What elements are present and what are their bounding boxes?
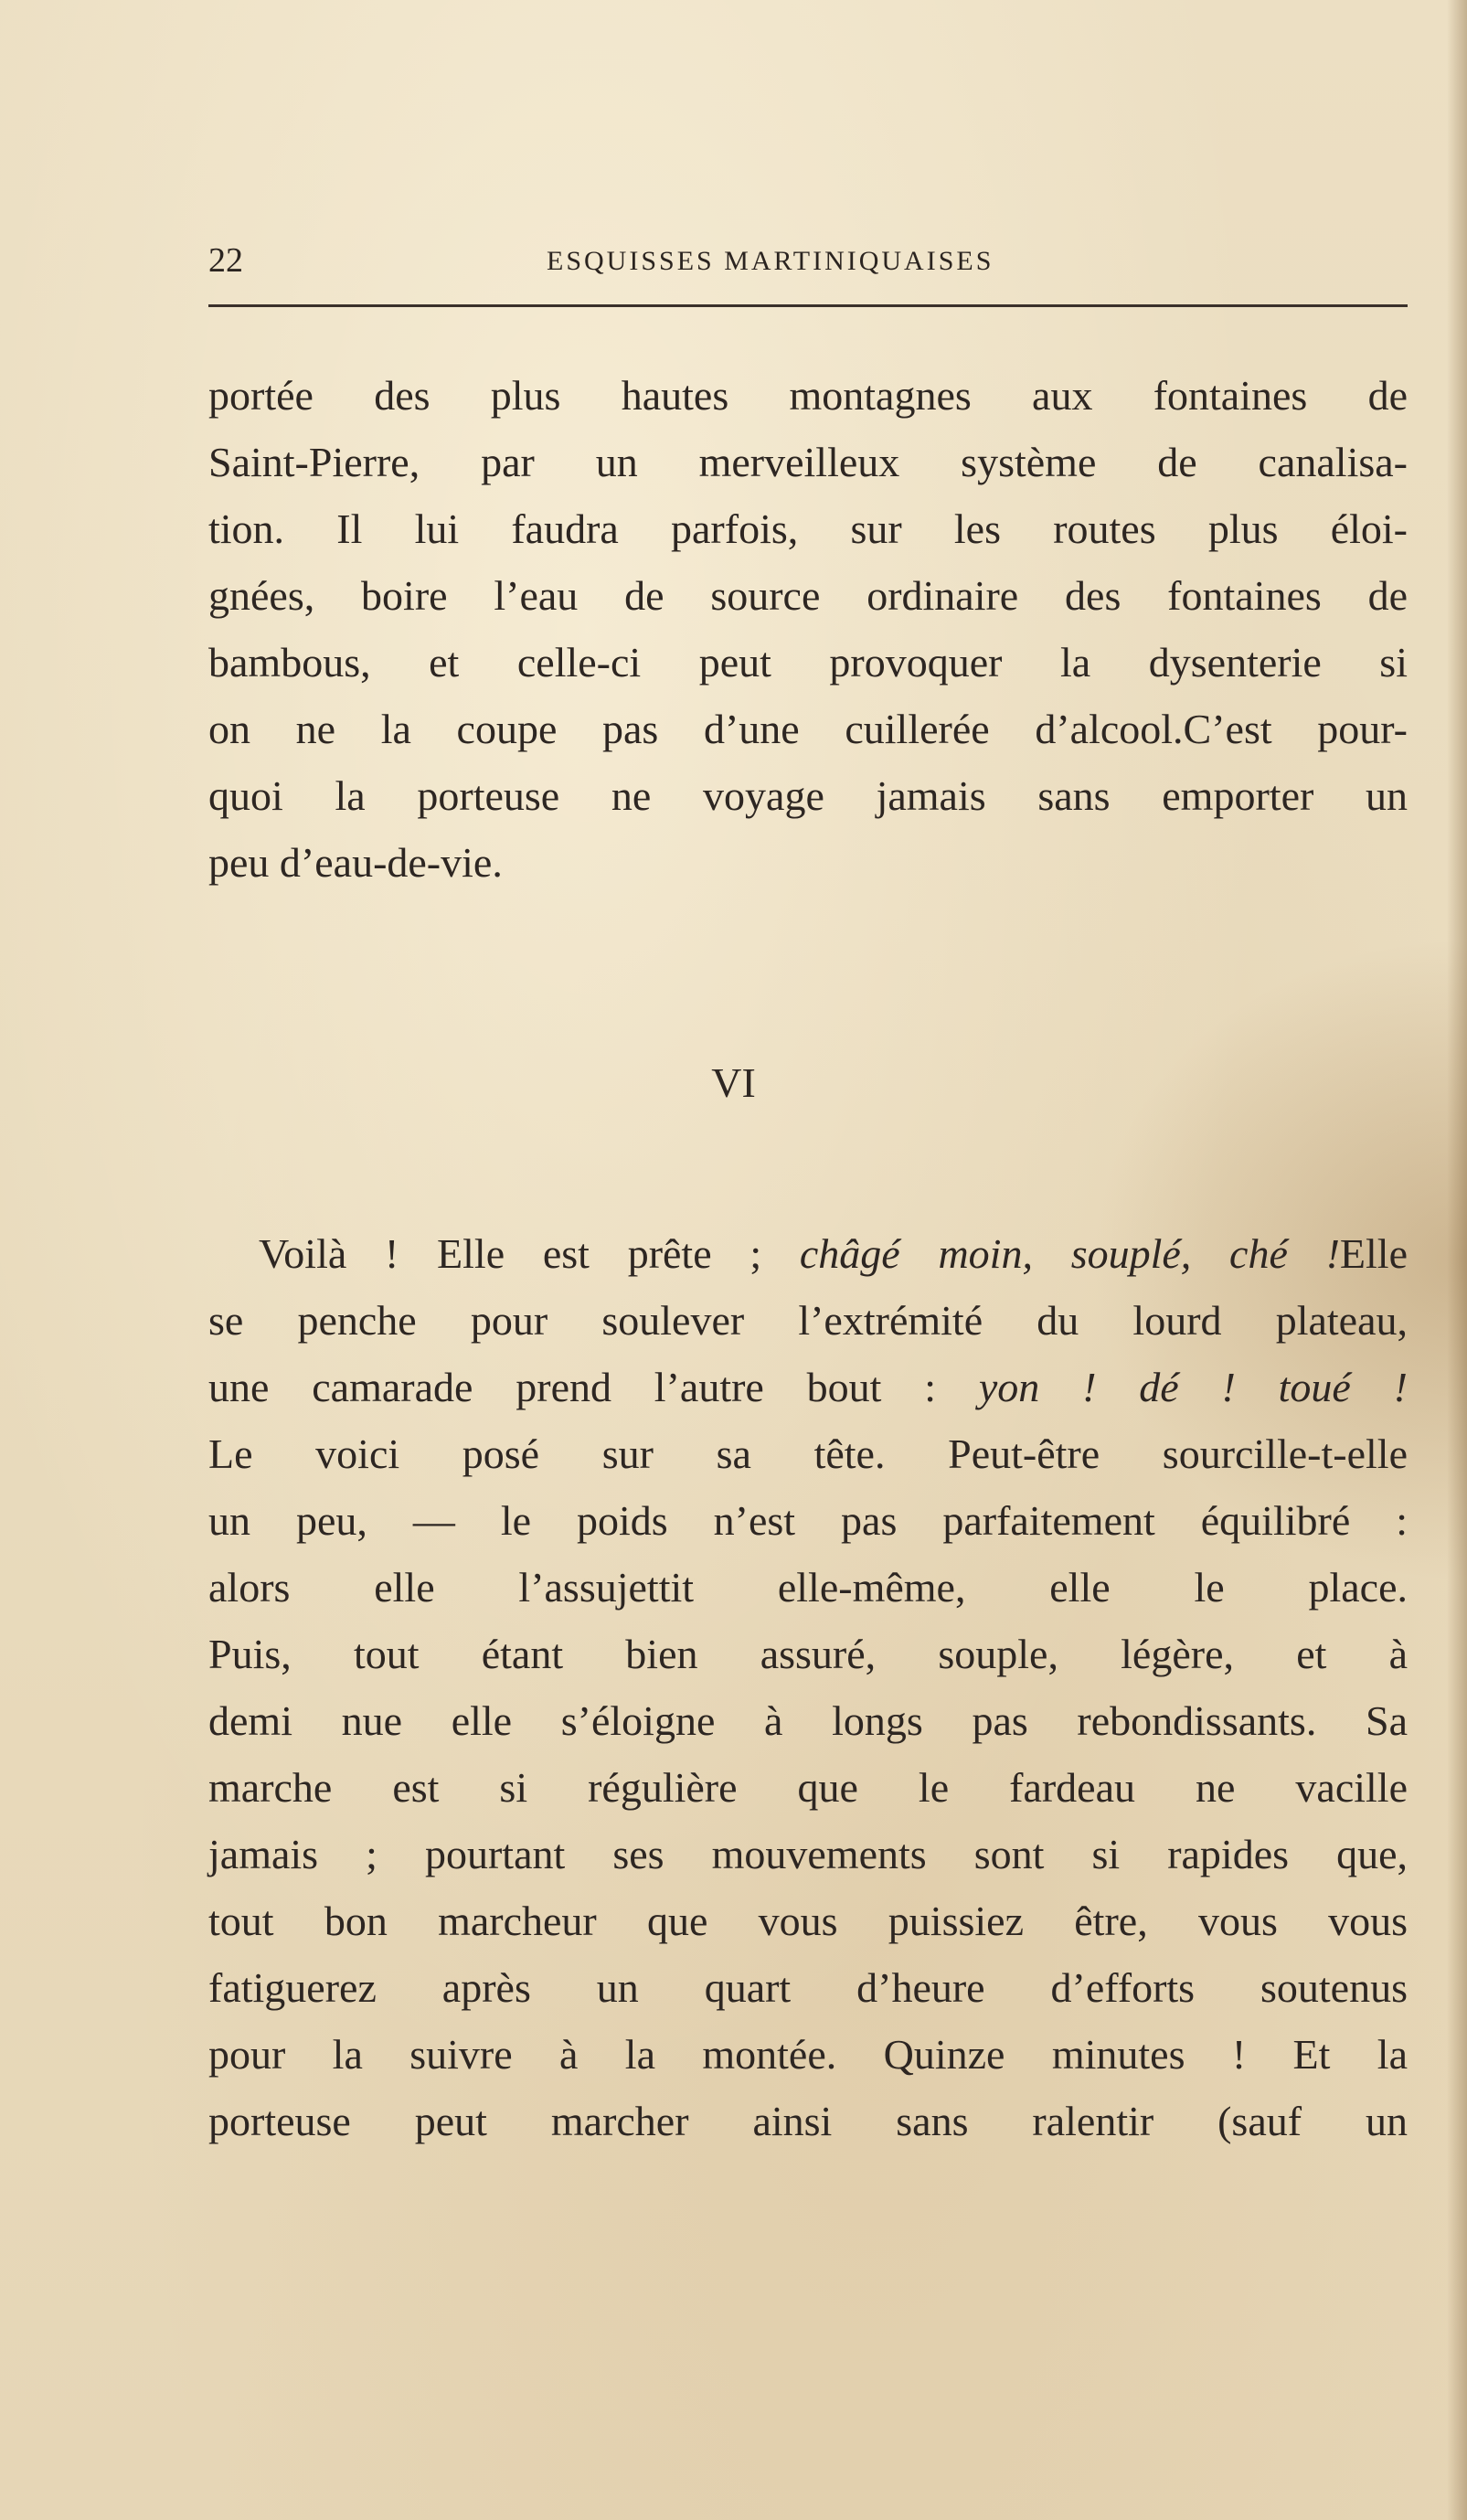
text-line: Le voici posé sur sa tête. Peut-être sourcille-t-elle bbox=[208, 1430, 1408, 1477]
creole-italic-phrase: yon ! dé ! toué ! bbox=[978, 1364, 1408, 1410]
text-line: porteuse peut marcher ainsi sans ralentir (sauf un bbox=[208, 2098, 1408, 2144]
page-header bbox=[208, 239, 1408, 282]
text-line: tout bon marcheur que vous puissiez être, vous vous bbox=[208, 1898, 1408, 1944]
text-line: se penche pour soulever l’extrémité du lourd plateau, bbox=[208, 1297, 1408, 1344]
paragraph-1 bbox=[208, 362, 1408, 896]
paragraph-2 bbox=[208, 1220, 1408, 2154]
text-line: gnées, boire l’eau de source ordinaire des fontaines de bbox=[208, 572, 1408, 619]
text-line: marche est si régulière que le fardeau ne vacille bbox=[208, 1764, 1408, 1811]
text-line: pour la suivre à la montée. Quinze minutes ! Et la bbox=[208, 2031, 1408, 2078]
text-line: tion. Il lui faudra parfois, sur les routes plus éloi- bbox=[208, 505, 1408, 552]
text-line: peu d’eau-de-vie. bbox=[208, 839, 503, 886]
text-line: jamais ; pourtant ses mouvements sont si rapides que, bbox=[208, 1831, 1408, 1877]
header-rule bbox=[208, 304, 1408, 307]
text-line: Saint-Pierre, par un merveilleux système de canalisa- bbox=[208, 439, 1408, 485]
text-line: demi nue elle s’éloigne à longs pas rebondissants. Sa bbox=[208, 1697, 1408, 1744]
text-run: une camarade prend l’autre bout : bbox=[208, 1364, 979, 1410]
text-line: fatiguerez après un quart d’heure d’efforts soutenus bbox=[208, 1964, 1408, 2011]
creole-italic-phrase: châgé moin, souplé, ché ! bbox=[799, 1230, 1340, 1277]
page-number: 22 bbox=[208, 241, 243, 280]
text-line: portée des plus hautes montagnes aux fontaines de bbox=[208, 372, 1408, 419]
text-line: quoi la porteuse ne voyage jamais sans emporter un bbox=[208, 772, 1408, 819]
text-line: on ne la coupe pas d’une cuillerée d’alcool.C’est pour- bbox=[208, 706, 1408, 752]
text-line bbox=[208, 1220, 1408, 1287]
running-title: ESQUISSES MARTINIQUAISES bbox=[547, 246, 994, 276]
text-run: Voilà ! Elle est prête ; bbox=[259, 1230, 800, 1277]
text-line: bambous, et celle-ci peut provoquer la dysenterie si bbox=[208, 639, 1408, 686]
section-heading: VI bbox=[711, 1059, 756, 1106]
text-line: Puis, tout étant bien assuré, souple, légère, et à bbox=[208, 1631, 1408, 1677]
text-run: Elle bbox=[1339, 1230, 1408, 1277]
text-line: alors elle l’assujettit elle-même, elle le place. bbox=[208, 1564, 1408, 1611]
text-line: un peu, — le poids n’est pas parfaitement équilibré : bbox=[208, 1497, 1408, 1544]
page-edge-shadow bbox=[1447, 0, 1467, 2520]
text-line bbox=[208, 1354, 1408, 1420]
